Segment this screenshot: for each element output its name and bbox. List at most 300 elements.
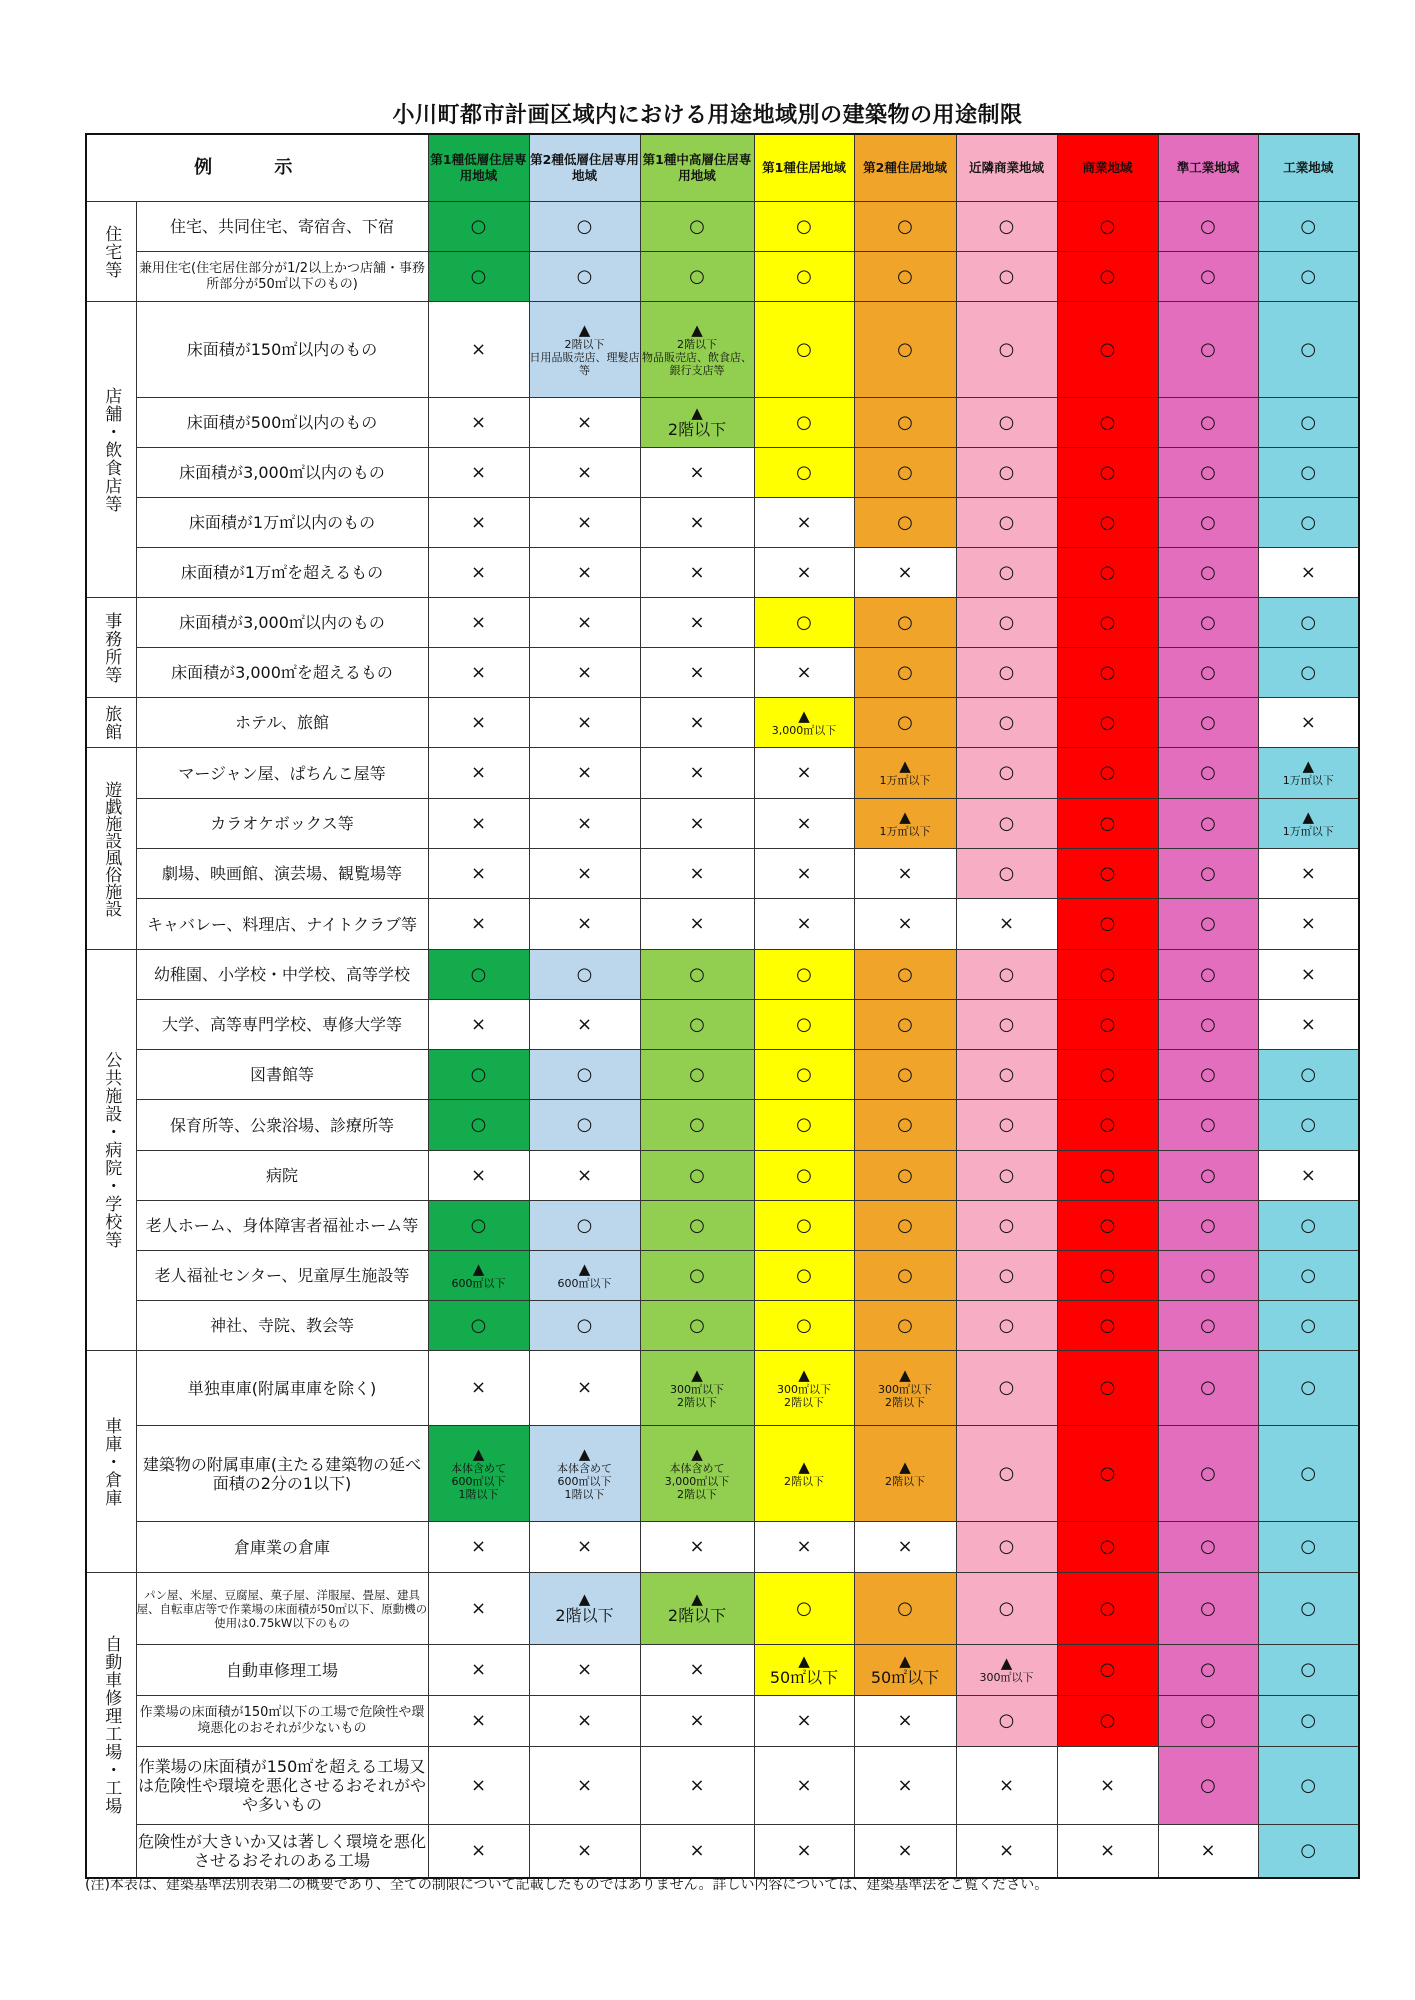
restriction-cell: [428, 1522, 529, 1573]
circle-icon: ○: [1099, 265, 1116, 287]
use-description: 床面積が150㎡以内のもの: [136, 302, 428, 398]
cross-icon: ×: [576, 1774, 593, 1796]
restriction-cell: [1057, 1301, 1158, 1351]
cross-icon: ×: [470, 1710, 487, 1731]
cross-icon: ×: [796, 561, 812, 583]
footnote: (注)本表は、建築基準法別表第二の概要であり、全ての制限について記載したものではありません。詳しい内容については、建築基準法をご覧ください。: [85, 1877, 1049, 1893]
circle-icon: ○: [897, 265, 913, 287]
use-description: 危険性が大きいか又は著しく環境を悪化させるおそれのある工場: [136, 1825, 428, 1878]
restriction-cell: [754, 1251, 854, 1301]
circle-icon: ○: [1200, 1114, 1216, 1135]
restriction-cell: [428, 1645, 529, 1696]
triangle-icon: ▲: [798, 1365, 810, 1384]
restriction-cell: [754, 950, 854, 1000]
circle-icon: ○: [1099, 1314, 1116, 1336]
restriction-cell: [1057, 1100, 1158, 1151]
circle-icon: ○: [1099, 1264, 1116, 1286]
circle-icon: ○: [1200, 762, 1216, 783]
cross-icon: ×: [470, 1164, 487, 1186]
restriction-cell: [428, 950, 529, 1000]
restriction-cell: [956, 548, 1057, 598]
zone-header: 第1種中高層住居専用地域: [640, 134, 754, 202]
circle-icon: ○: [689, 265, 705, 287]
restriction-cell: [640, 1522, 754, 1573]
circle-icon: ○: [1099, 611, 1116, 633]
cross-icon: ×: [576, 711, 593, 733]
triangle-icon: ▲: [578, 320, 591, 339]
restriction-cell: [1258, 548, 1359, 598]
circle-icon: ○: [1200, 561, 1216, 583]
restriction-cell: [1158, 1351, 1258, 1426]
cross-icon: ×: [796, 913, 812, 934]
restriction-cell: [754, 1747, 854, 1825]
restriction-note: 1階以下: [564, 1487, 605, 1501]
circle-icon: ○: [1300, 1214, 1317, 1236]
circle-icon: ○: [1200, 1659, 1216, 1680]
restriction-cell: [1057, 698, 1158, 748]
restriction-cell: [428, 202, 529, 252]
cross-icon: ×: [897, 1536, 913, 1557]
restriction-cell: [428, 1050, 529, 1100]
cross-icon: ×: [576, 1164, 593, 1186]
restriction-cell: [1057, 1696, 1158, 1747]
restriction-cell: [640, 1301, 754, 1351]
triangle-icon: ▲: [798, 706, 810, 725]
cross-icon: ×: [470, 762, 487, 783]
circle-icon: ○: [689, 1164, 705, 1186]
circle-icon: ○: [998, 1164, 1015, 1186]
circle-icon: ○: [1200, 963, 1216, 985]
category-label: 自動車修理工場・工場: [86, 1573, 136, 1878]
restriction-cell: [754, 202, 854, 252]
circle-icon: ○: [897, 1164, 913, 1186]
restriction-note: 300㎡以下: [777, 1382, 831, 1396]
restriction-cell: [854, 448, 956, 498]
zone-header: 第1種住居地域: [754, 134, 854, 202]
restriction-cell: [1258, 799, 1359, 849]
circle-icon: ○: [796, 611, 812, 633]
restriction-note: 2階以下: [784, 1474, 824, 1488]
cross-icon: ×: [470, 711, 487, 733]
cross-icon: ×: [689, 1839, 705, 1861]
restriction-cell: [1258, 748, 1359, 799]
restriction-cell: [529, 398, 640, 448]
restriction-cell: [1158, 498, 1258, 548]
restriction-cell: [640, 1573, 754, 1645]
use-description: 単独車庫(附属車庫を除く): [136, 1351, 428, 1426]
restriction-cell: [1258, 1825, 1359, 1878]
circle-icon: ○: [1099, 1164, 1116, 1186]
restriction-cell: [428, 1301, 529, 1351]
table-row: [86, 448, 1359, 498]
restriction-cell: [754, 448, 854, 498]
restriction-cell: [1258, 448, 1359, 498]
restriction-cell: [754, 1351, 854, 1426]
circle-icon: ○: [1300, 1774, 1317, 1796]
restriction-cell: [956, 1151, 1057, 1201]
cross-icon: ×: [897, 913, 913, 934]
restriction-cell: [640, 448, 754, 498]
restriction-cell: [529, 202, 640, 252]
table-row: [86, 1000, 1359, 1050]
use-description: 床面積が3,000㎡を超えるもの: [136, 648, 428, 698]
zone-header: 工業地域: [1258, 134, 1359, 202]
cross-icon: ×: [576, 411, 593, 433]
circle-icon: ○: [1300, 1264, 1317, 1286]
zone-header: 準工業地域: [1158, 134, 1258, 202]
restriction-cell: [754, 302, 854, 398]
cross-icon: ×: [576, 1710, 593, 1731]
circle-icon: ○: [1300, 411, 1317, 433]
restriction-cell: [1057, 252, 1158, 302]
cross-icon: ×: [470, 338, 487, 360]
use-description: 床面積が3,000㎡以内のもの: [136, 598, 428, 648]
restriction-cell: [956, 1696, 1057, 1747]
circle-icon: ○: [998, 1462, 1015, 1484]
circle-icon: ○: [796, 1597, 812, 1619]
restriction-cell: [1158, 648, 1258, 698]
restriction-note: 2階以下: [555, 1606, 614, 1625]
cross-icon: ×: [689, 1710, 705, 1731]
use-description: ホテル、旅館: [136, 698, 428, 748]
cross-icon: ×: [689, 461, 705, 483]
cross-icon: ×: [897, 862, 913, 884]
restriction-cell: [854, 748, 956, 799]
restriction-cell: [1158, 1251, 1258, 1301]
circle-icon: ○: [1200, 1536, 1216, 1557]
circle-icon: ○: [998, 461, 1015, 483]
cross-icon: ×: [576, 461, 593, 483]
restriction-cell: [1158, 398, 1258, 448]
restriction-cell: [1057, 1573, 1158, 1645]
restriction-cell: [754, 498, 854, 548]
cross-icon: ×: [576, 913, 593, 934]
restriction-cell: [956, 1426, 1057, 1522]
circle-icon: ○: [998, 1063, 1015, 1085]
use-description: 神社、寺院、教会等: [136, 1301, 428, 1351]
circle-icon: ○: [897, 1314, 913, 1336]
circle-icon: ○: [689, 963, 705, 985]
category-label: 事務所等: [86, 598, 136, 698]
table-row: [86, 498, 1359, 548]
triangle-icon: ▲: [691, 1444, 703, 1463]
restriction-cell: [1057, 498, 1158, 548]
circle-icon: ○: [897, 1013, 913, 1035]
restriction-cell: [854, 1747, 956, 1825]
circle-icon: ○: [998, 1314, 1015, 1336]
cross-icon: ×: [576, 1839, 593, 1861]
cross-icon: ×: [576, 812, 593, 834]
restriction-cell: [754, 252, 854, 302]
circle-icon: ○: [796, 1114, 812, 1135]
restriction-cell: [1158, 1000, 1258, 1050]
circle-icon: ○: [1099, 215, 1116, 237]
circle-icon: ○: [576, 215, 593, 237]
circle-icon: ○: [1099, 1013, 1116, 1035]
restriction-cell: [640, 302, 754, 398]
restriction-cell: [1057, 448, 1158, 498]
restriction-note: 3,000㎡以下: [664, 1474, 730, 1488]
circle-icon: ○: [1099, 1710, 1116, 1731]
table-row: [86, 799, 1359, 849]
circle-icon: ○: [1099, 561, 1116, 583]
restriction-note: 本体含めて: [669, 1461, 725, 1475]
restriction-cell: [1057, 598, 1158, 648]
cross-icon: ×: [796, 1774, 812, 1796]
restriction-cell: [854, 1351, 956, 1426]
circle-icon: ○: [1099, 1114, 1116, 1135]
table-row: [86, 1573, 1359, 1645]
triangle-icon: ▲: [1302, 807, 1315, 826]
restriction-cell: [1258, 698, 1359, 748]
circle-icon: ○: [897, 963, 913, 985]
restriction-cell: [640, 748, 754, 799]
circle-icon: ○: [1200, 1314, 1216, 1336]
use-description: マージャン屋、ぱちんこ屋等: [136, 748, 428, 799]
restriction-cell: [640, 1747, 754, 1825]
restriction-cell: [956, 1522, 1057, 1573]
restriction-cell: [529, 1100, 640, 1151]
restriction-cell: [854, 498, 956, 548]
cross-icon: ×: [470, 511, 487, 533]
restriction-cell: [1258, 950, 1359, 1000]
circle-icon: ○: [470, 1214, 487, 1236]
circle-icon: ○: [998, 711, 1015, 733]
page-title: 小川町都市計画区域内における用途地域別の建築物の用途制限: [392, 103, 1023, 128]
restriction-cell: [1258, 899, 1359, 950]
restriction-cell: [1057, 1050, 1158, 1100]
restriction-cell: [854, 1251, 956, 1301]
circle-icon: ○: [1099, 1063, 1116, 1085]
zone-header: 商業地域: [1057, 134, 1158, 202]
restriction-note: 1万㎡以下: [879, 774, 931, 787]
restriction-cell: [854, 1645, 956, 1696]
restriction-cell: [956, 799, 1057, 849]
restriction-cell: [956, 1100, 1057, 1151]
restriction-cell: [640, 1645, 754, 1696]
cross-icon: ×: [470, 812, 487, 834]
restriction-cell: [428, 748, 529, 799]
restriction-cell: [640, 598, 754, 648]
triangle-icon: ▲: [798, 1651, 810, 1670]
restriction-cell: [854, 1000, 956, 1050]
cross-icon: ×: [1099, 1774, 1116, 1796]
restriction-cell: [529, 1201, 640, 1251]
restriction-cell: [1158, 1301, 1258, 1351]
restriction-cell: [1158, 598, 1258, 648]
restriction-cell: [1258, 1050, 1359, 1100]
use-description: カラオケボックス等: [136, 799, 428, 849]
restriction-cell: [754, 1151, 854, 1201]
restriction-note: 1万㎡以下: [1282, 824, 1334, 838]
table-row: [86, 648, 1359, 698]
restriction-cell: [1057, 1426, 1158, 1522]
restriction-cell: [640, 799, 754, 849]
restriction-cell: [754, 1522, 854, 1573]
circle-icon: ○: [796, 1013, 812, 1035]
restriction-cell: [854, 648, 956, 698]
restriction-cell: [1258, 1000, 1359, 1050]
cross-icon: ×: [689, 1774, 705, 1796]
use-description: 病院: [136, 1151, 428, 1201]
cross-icon: ×: [576, 611, 593, 633]
circle-icon: ○: [796, 1264, 812, 1286]
circle-icon: ○: [1200, 1013, 1216, 1035]
cross-icon: ×: [796, 762, 812, 783]
cross-icon: ×: [796, 1536, 812, 1557]
cross-icon: ×: [796, 1710, 812, 1731]
cross-icon: ×: [576, 1377, 593, 1398]
restriction-cell: [529, 1645, 640, 1696]
circle-icon: ○: [1099, 661, 1116, 683]
circle-icon: ○: [1300, 661, 1317, 683]
circle-icon: ○: [1200, 1597, 1216, 1619]
restriction-note: 物品販売店、飲食店、銀行支店等: [642, 350, 752, 377]
circle-icon: ○: [1200, 511, 1216, 533]
restriction-cell: [428, 598, 529, 648]
table-row: [86, 398, 1359, 448]
restriction-cell: [1057, 202, 1158, 252]
restriction-cell: [1158, 252, 1258, 302]
circle-icon: ○: [470, 1314, 487, 1336]
restriction-cell: [1057, 1747, 1158, 1825]
restriction-cell: [640, 950, 754, 1000]
restriction-note: 2階以下: [677, 1395, 717, 1409]
cross-icon: ×: [689, 561, 705, 583]
zone-header: 第2種低層住居専用地域: [529, 134, 640, 202]
restriction-note: 2階以下: [677, 337, 717, 351]
circle-icon: ○: [897, 411, 913, 433]
restriction-cell: [1158, 1825, 1258, 1878]
restriction-cell: [1158, 548, 1258, 598]
restriction-note: 1階以下: [458, 1487, 499, 1501]
restriction-cell: [754, 1050, 854, 1100]
restriction-cell: [754, 1100, 854, 1151]
circle-icon: ○: [689, 1063, 705, 1085]
circle-icon: ○: [998, 1214, 1015, 1236]
restriction-cell: [1258, 1747, 1359, 1825]
restriction-cell: [754, 748, 854, 799]
restriction-cell: [854, 1151, 956, 1201]
restriction-cell: [854, 1522, 956, 1573]
restriction-cell: [1258, 1251, 1359, 1301]
restriction-note: 300㎡以下: [979, 1671, 1034, 1684]
restriction-cell: [754, 648, 854, 698]
table-row: [86, 849, 1359, 899]
restriction-cell: [854, 1301, 956, 1351]
cross-icon: ×: [689, 862, 705, 884]
restriction-cell: [854, 1100, 956, 1151]
circle-icon: ○: [897, 1597, 913, 1619]
restriction-cell: [640, 849, 754, 899]
restriction-cell: [1057, 648, 1158, 698]
circle-icon: ○: [1300, 511, 1317, 533]
circle-icon: ○: [796, 1214, 812, 1236]
circle-icon: ○: [998, 561, 1015, 583]
restriction-cell: [956, 1573, 1057, 1645]
cross-icon: ×: [796, 862, 812, 884]
restriction-cell: [1057, 302, 1158, 398]
restriction-cell: [1258, 1100, 1359, 1151]
restriction-cell: [754, 398, 854, 448]
restriction-cell: [956, 1825, 1057, 1878]
circle-icon: ○: [1099, 812, 1116, 834]
restriction-cell: [529, 648, 640, 698]
category-label: 公共施設・病院・学校等: [86, 950, 136, 1351]
restriction-cell: [529, 1573, 640, 1645]
circle-icon: ○: [897, 511, 913, 533]
restriction-cell: [1158, 1522, 1258, 1573]
cross-icon: ×: [1300, 913, 1316, 934]
restriction-note: 50㎡以下: [769, 1667, 839, 1687]
restriction-cell: [1158, 1201, 1258, 1251]
triangle-icon: ▲: [1302, 757, 1315, 775]
cross-icon: ×: [1300, 711, 1316, 733]
circle-icon: ○: [796, 963, 812, 985]
cross-icon: ×: [1300, 1164, 1316, 1186]
restriction-cell: [529, 1151, 640, 1201]
restriction-cell: [854, 899, 956, 950]
use-description: 床面積が1万㎡以内のもの: [136, 498, 428, 548]
restriction-cell: [529, 950, 640, 1000]
restriction-cell: [428, 1100, 529, 1151]
use-description: 老人福祉センター、児童厚生施設等: [136, 1251, 428, 1301]
category-label: 遊戯施設風俗施設: [86, 748, 136, 950]
circle-icon: ○: [1200, 215, 1216, 237]
circle-icon: ○: [576, 1114, 593, 1135]
category-label: 車庫・倉庫: [86, 1351, 136, 1573]
restriction-cell: [640, 1426, 754, 1522]
circle-icon: ○: [470, 1063, 487, 1085]
circle-icon: ○: [998, 1114, 1015, 1135]
restriction-cell: [956, 1050, 1057, 1100]
circle-icon: ○: [1099, 711, 1116, 733]
cross-icon: ×: [576, 1659, 593, 1680]
restriction-cell: [1057, 849, 1158, 899]
restriction-cell: [529, 302, 640, 398]
restriction-cell: [854, 598, 956, 648]
circle-icon: ○: [998, 1536, 1015, 1557]
restriction-cell: [1057, 899, 1158, 950]
restriction-cell: [428, 1201, 529, 1251]
restriction-cell: [754, 1426, 854, 1522]
table-row: [86, 1696, 1359, 1747]
circle-icon: ○: [1200, 1264, 1216, 1286]
circle-icon: ○: [998, 1377, 1015, 1398]
restriction-cell: [1258, 398, 1359, 448]
use-description: 自動車修理工場: [136, 1645, 428, 1696]
circle-icon: ○: [1099, 338, 1116, 360]
circle-icon: ○: [1300, 1710, 1317, 1731]
circle-icon: ○: [1099, 1659, 1116, 1680]
restriction-cell: [428, 448, 529, 498]
restriction-cell: [1057, 548, 1158, 598]
restriction-cell: [529, 748, 640, 799]
circle-icon: ○: [470, 1114, 487, 1135]
circle-icon: ○: [576, 1314, 593, 1336]
restriction-cell: [1258, 1151, 1359, 1201]
triangle-icon: ▲: [899, 1365, 911, 1384]
circle-icon: ○: [470, 215, 487, 237]
restriction-cell: [529, 448, 640, 498]
cross-icon: ×: [689, 711, 705, 733]
cross-icon: ×: [576, 762, 593, 783]
cross-icon: ×: [897, 561, 913, 583]
cross-icon: ×: [689, 762, 705, 783]
restriction-cell: [428, 1426, 529, 1522]
restriction-cell: [428, 1696, 529, 1747]
restriction-cell: [1057, 1251, 1158, 1301]
